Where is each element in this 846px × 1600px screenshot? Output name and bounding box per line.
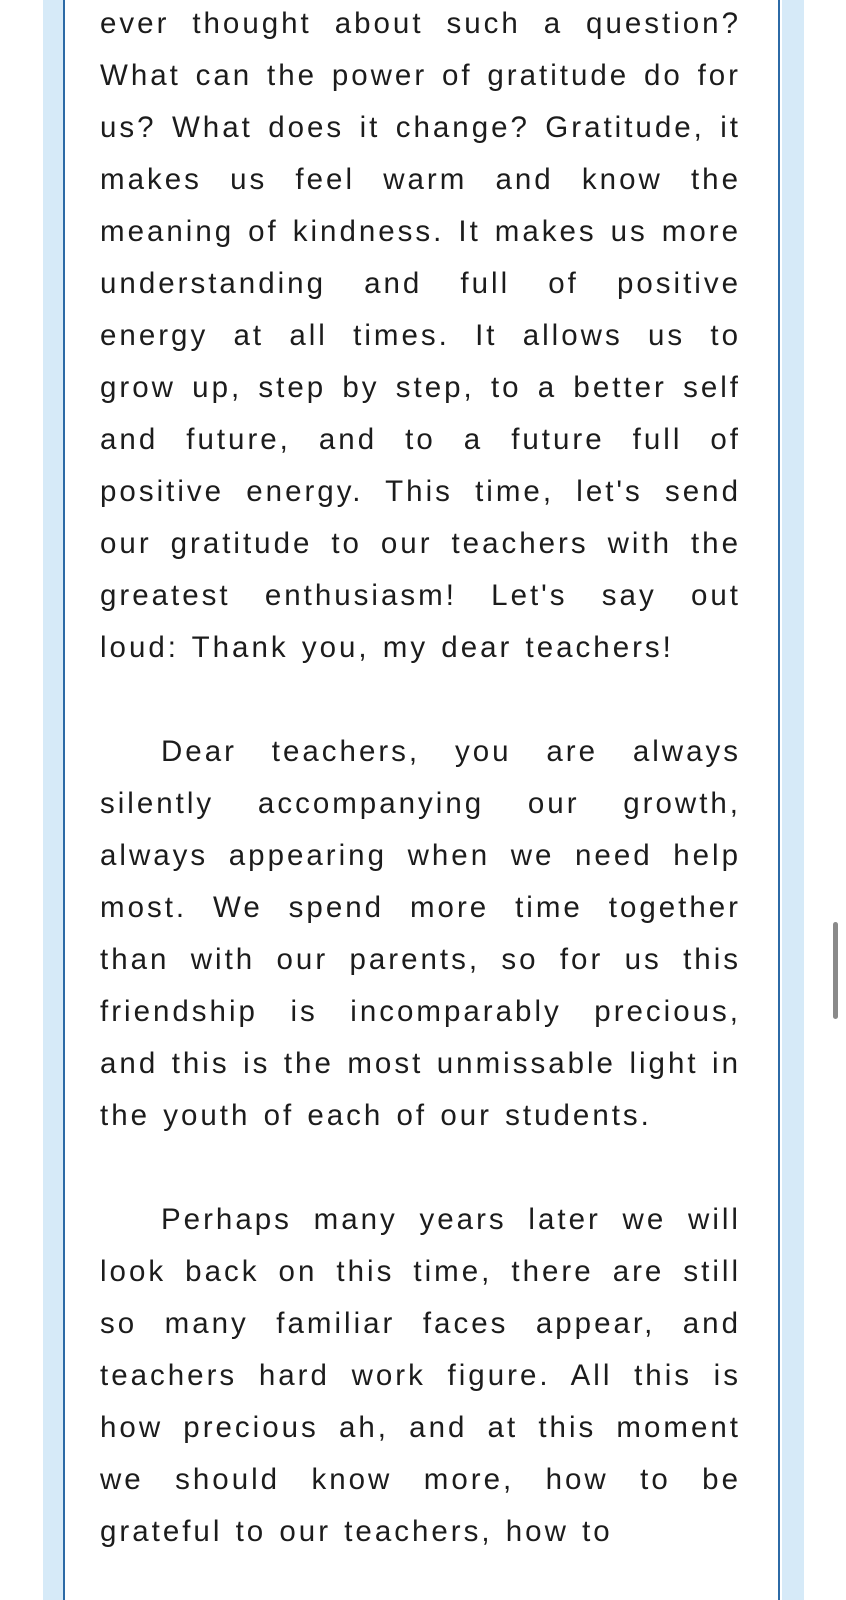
article-text <box>100 0 741 1558</box>
paragraph-looking-back: Perhaps many years later we will look back on this time, there are still so many familiar faces appear, and teachers hard work figure. All this is how precious ah, and at this moment we should know more, how to be grateful to our teachers, how to <box>100 1203 741 1548</box>
paragraph-spacer <box>100 674 741 726</box>
right-side-band <box>782 0 804 1600</box>
paragraph-gratitude-intro: ever thought about such a question? What can the power of gratitude do for us? What does it change? Gratitude, it makes us feel warm and know the meaning of kindness. It makes us more understanding and full of positive energy at all times. It allows us to grow up, step by step, to a better self and future, and to a future full of positive energy. This time, let's send our gratitude to our teachers with the greatest enthusiasm! Let's say out loud: Thank you, my dear teachers! <box>100 7 741 664</box>
vertical-scrollbar[interactable] <box>833 922 838 1019</box>
left-side-band <box>43 0 63 1600</box>
paragraph-dear-teachers: Dear teachers, you are always silently accompanying our growth, always appearing when we need help most. We spend more time together than with our parents, so for us this friendship is incomparably precious, and this is the most unmissable light in the youth of each of our students. <box>100 735 741 1132</box>
paragraph-spacer <box>100 1142 741 1194</box>
